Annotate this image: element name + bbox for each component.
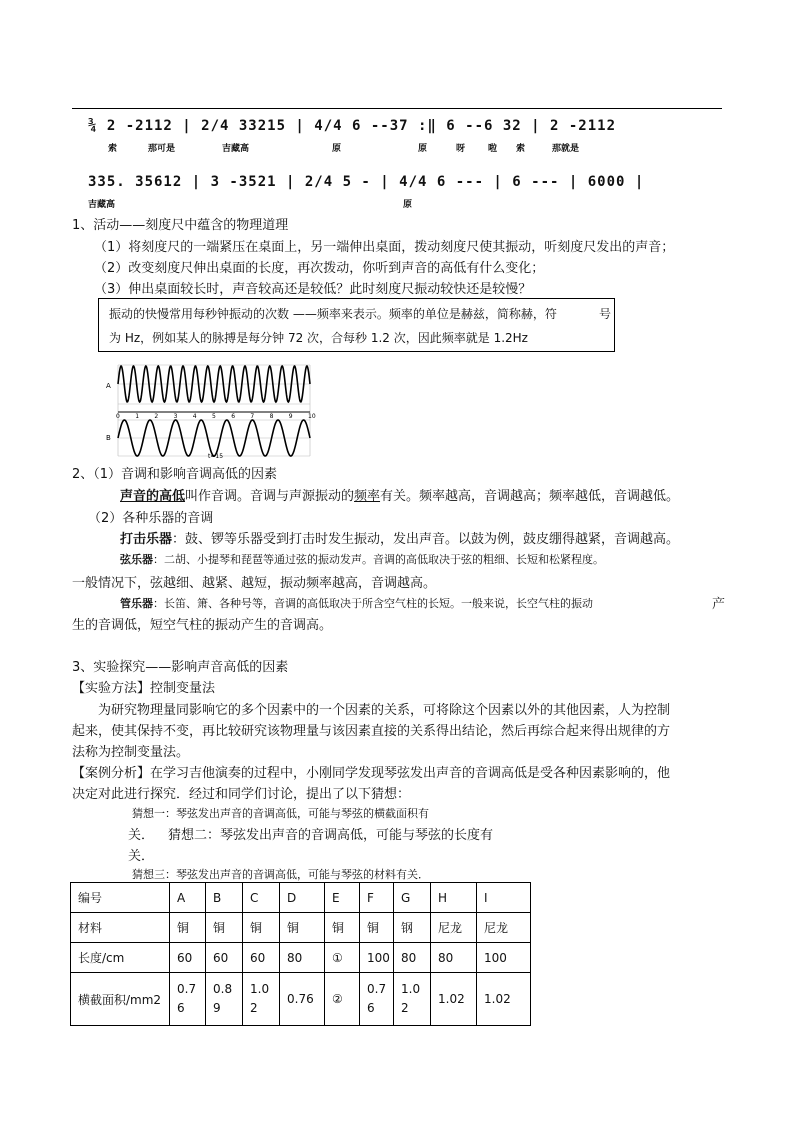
string-data-table (70, 882, 531, 1026)
info-line-1-end: 号 (599, 307, 612, 321)
guess-3: 猜想三：琴弦发出声音的音调高低，可能与琴弦的材料有关． (132, 868, 429, 881)
section-2-sub2: （2）各种乐器的音调 (88, 511, 214, 526)
wind-line (120, 595, 593, 611)
table-cell: F (360, 883, 394, 913)
wave-note: t=15 (208, 453, 224, 460)
wave-tick-label: 9 (288, 413, 293, 420)
table-cell: 铜 (360, 913, 394, 943)
lyric: 吉藏高 (88, 200, 116, 210)
wave-tick-label: 10 (308, 413, 316, 420)
wave-label-b: B (106, 434, 111, 442)
table-cell: 铜 (325, 913, 360, 943)
table-cell: H (431, 883, 477, 913)
table-cell: 编号 (71, 883, 170, 913)
lyric: 原 (403, 200, 413, 210)
table-cell: 100 (360, 943, 394, 973)
term-pitch: 声音的高低 (120, 489, 186, 504)
table-row (71, 883, 531, 913)
table-cell: D (280, 883, 325, 913)
table-cell: 1.02 (431, 973, 477, 1026)
table-cell: 80 (394, 943, 431, 973)
case-text-1: 在学习吉他演奏的过程中，小刚同学发现琴弦发出声音的音调高低是受各种因素影响的，他 (150, 766, 671, 781)
wave-label-a: A (106, 382, 111, 390)
method-line (72, 677, 215, 696)
table-cell: 0.7 6 (360, 973, 394, 1026)
table-cell: 铜 (280, 913, 325, 943)
table-row (71, 973, 531, 1026)
table-cell: 铜 (243, 913, 280, 943)
lyric: 原 (332, 144, 342, 154)
table-cell: ② (325, 973, 360, 1026)
lyric: 啦 (488, 144, 498, 154)
wave-tick-label: 2 (154, 413, 159, 420)
table-cell: 1.0 2 (243, 973, 280, 1026)
case-line-2: 决定对此进行探究．经过和同学们讨论，提出了以下猜想： (72, 787, 411, 802)
table-cell: 尼龙 (431, 913, 477, 943)
table-cell: 钢 (394, 913, 431, 943)
string-line (120, 551, 604, 567)
lyric: 那就是 (552, 144, 580, 154)
lyric: 那可是 (148, 144, 176, 154)
table-cell: C (243, 883, 280, 913)
table-cell: 100 (477, 943, 531, 973)
table-cell: E (325, 883, 360, 913)
lyric: 索 (516, 144, 526, 154)
wave-grid (118, 365, 310, 456)
table-cell: 60 (170, 943, 206, 973)
percussion-label: 打击乐器 (120, 532, 173, 547)
guess-2b: 关． (128, 849, 155, 864)
table-cell: 铜 (170, 913, 206, 943)
wave-tick-label: 3 (173, 413, 178, 420)
percussion-line (120, 528, 679, 547)
table-cell: 80 (431, 943, 477, 973)
wave-tick-label: 5 (212, 413, 216, 420)
lyric: 吉藏高 (222, 144, 250, 154)
table-cell: 铜 (206, 913, 243, 943)
lyric: 原 (418, 144, 428, 154)
string-text: ：二胡、小提琴和琵琶等通过弦的振动发声。音调的高低取决于弦的粗细、长短和松紧程度。 (153, 553, 604, 566)
table-cell: A (170, 883, 206, 913)
frequency-info-box (98, 298, 615, 352)
info-line-1: 振动的快慢常用每秒钟振动的次数 ——频率来表示。频率的单位是赫兹，简称赫，符 (109, 307, 557, 321)
method-paragraph-2: 起来，使其保持不变，再比较研究该物理量与该因素直接的关系得出结论，然后再综合起来得出规律的方 (72, 724, 671, 739)
table-cell: 横截面积/mm2 (71, 973, 170, 1026)
case-line-1 (72, 762, 670, 781)
wave-tick-label: 7 (250, 413, 255, 420)
table-cell: G (394, 883, 431, 913)
wave-tick-labels (116, 413, 316, 420)
guess-1a: 猜想一：琴弦发出声音的音调高低，可能与琴弦的横截面积有 (132, 807, 429, 820)
section-1-heading: 1、活动——刻度尺中蕴含的物理道理 (72, 218, 289, 233)
method-name: 控制变量法 (150, 681, 216, 696)
percussion-text: ：鼓、锣等乐器受到打击时发生振动，发出声音。以鼓为例，鼓皮绷得越紧，音调越高。 (172, 532, 680, 547)
lyric: 呀 (456, 144, 466, 154)
table-cell: I (477, 883, 531, 913)
pitch-definition-mid: 叫作音调。音调与声源振动的 (185, 489, 355, 504)
string-label: 弦乐器 (120, 553, 153, 566)
wave-tick-label: 4 (192, 413, 197, 420)
method-label: 【实验方法】 (72, 681, 151, 696)
top-rule (72, 108, 722, 109)
lyric: 索 (108, 144, 118, 154)
table-cell: 0.76 (280, 973, 325, 1026)
question-1: （1）将刻度尺的一端紧压在桌面上，另一端伸出桌面，拨动刻度尺使其振动，听刻度尺发出的声音； (94, 240, 675, 255)
section-3-heading: 3、实验探究——影响声音高低的因素 (72, 660, 289, 675)
pitch-definition (120, 485, 679, 504)
table-cell: 0.8 9 (206, 973, 243, 1026)
guess-2a: 猜想二：琴弦发出声音的音调高低，可能与琴弦的长度有 (168, 828, 494, 843)
table-cell: 60 (243, 943, 280, 973)
case-label: 【案例分析】 (72, 766, 151, 781)
question-3: （3）伸出桌面较长时，声音较高还是较低？此时刻度尺振动较快还是较慢？ (94, 282, 532, 297)
table-cell: ① (325, 943, 360, 973)
wave-tick-label: 1 (135, 413, 140, 420)
wind-line-end: 产 (712, 597, 726, 612)
table-row (71, 943, 531, 973)
table-cell: 60 (206, 943, 243, 973)
string-general: 一般情况下，弦越细、越紧、越短，振动频率越高，音调越高。 (72, 576, 437, 591)
waveform-figure (104, 360, 316, 462)
table-cell: 材料 (71, 913, 170, 943)
table-cell: B (206, 883, 243, 913)
info-line-2: 为 Hz，例如某人的脉搏是每分钟 72 次，合每秒 1.2 次，因此频率就是 1.2Hz (109, 331, 528, 345)
table-row (71, 913, 531, 943)
wind-continuation: 生的音调低，短空气柱的振动产生的音调高。 (72, 618, 333, 633)
section-2-heading: 2、（1）音调和影响音调高低的因素 (72, 467, 278, 482)
table-cell: 尼龙 (477, 913, 531, 943)
wind-label: 管乐器 (120, 597, 153, 610)
wave-tick-label: 0 (116, 413, 120, 420)
score-row-1: ¾ 2 -2112 | 2/4 33215 | 4/4 6 --37 :‖ 6 --6 32 | 2 -2112 (88, 118, 617, 134)
method-paragraph-3: 法称为控制变量法。 (72, 745, 190, 760)
table-cell: 0.7 6 (170, 973, 206, 1026)
table-cell: 1.0 2 (394, 973, 431, 1026)
term-frequency: 频率 (354, 489, 381, 504)
guess-1b: 关． (128, 828, 155, 843)
pitch-definition-rest: 有关。频率越高，音调越高；频率越低，音调越低。 (380, 489, 680, 504)
question-2: （2）改变刻度尺伸出桌面的长度，再次拨动，你听到声音的高低有什么变化； (94, 261, 545, 276)
table-cell: 1.02 (477, 973, 531, 1026)
wind-text: ：长笛、箫、各种号等，音调的高低取决于所含空气柱的长短。一般来说，长空气柱的振动 (153, 597, 593, 610)
score-row-2: 335. 35612 | 3 -3521 | 2/4 5 - | 4/4 6 --- | 6 --- | 6000 | (88, 174, 645, 190)
wave-tick-label: 8 (269, 413, 274, 420)
wave-tick-label: 6 (231, 413, 236, 420)
table-cell: 80 (280, 943, 325, 973)
table-cell: 长度/cm (71, 943, 170, 973)
method-paragraph-1: 为研究物理量同影响它的多个因素中的一个因素的关系，可将除这个因素以外的其他因素，人为控制 (98, 703, 671, 718)
